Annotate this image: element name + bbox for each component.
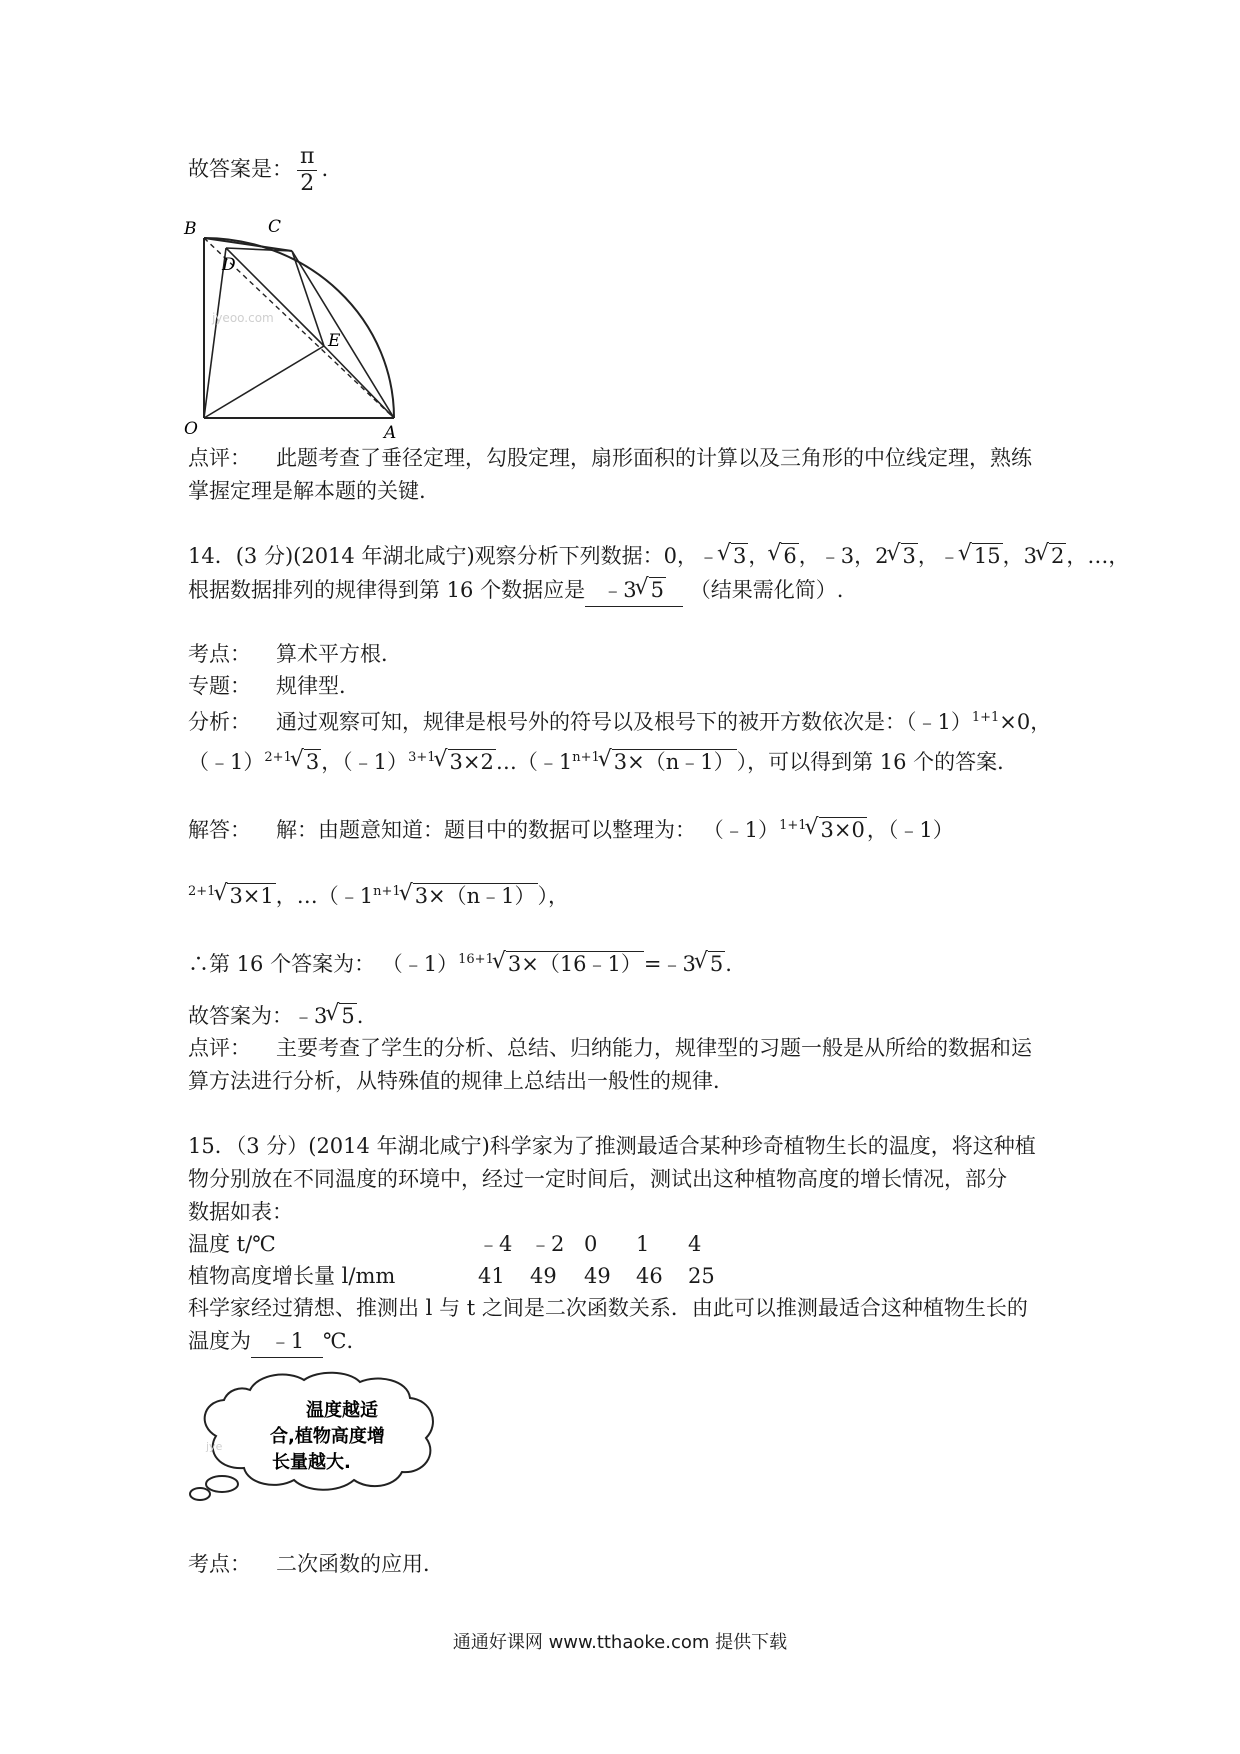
label-B: B — [184, 219, 197, 239]
question-15-stem: 15．（3 分）(2014 年湖北咸宁)科学家为了推测最适合某种珍奇植物生长的温度，将这种植 — [188, 1134, 1036, 1158]
zhuanti-q14: 专题： 规律型． — [188, 674, 360, 698]
kaodian-q14: 考点： 算术平方根． — [188, 642, 402, 666]
answer-blank-q15: ﹣1 — [251, 1325, 323, 1358]
label-E: E — [328, 331, 341, 351]
cloud-text-2: 合,植物高度增 — [270, 1426, 385, 1447]
label-D: D — [222, 255, 236, 275]
label-O: O — [184, 419, 198, 439]
answer-prefix: 故答案是： — [188, 157, 293, 181]
comment-q13: 点评： 此题考查了垂径定理，勾股定理，扇形面积的计算以及三角形的中位线定理，熟练 — [188, 446, 1032, 470]
therefore-q14: ∴第 16 个答案为： （﹣1）$^{16+1}$√ 3×（16﹣1）=﹣3√ 5. — [188, 944, 732, 980]
cloud-text-1: 温度越适 — [306, 1400, 378, 1421]
thought-cloud — [188, 1370, 468, 1510]
segment-DE — [226, 248, 324, 346]
segment-OE — [204, 346, 324, 418]
svg-text:jye: jye — [206, 1440, 223, 1453]
chord-CA — [292, 251, 394, 418]
kaodian-q15: 考点： 二次函数的应用． — [188, 1552, 444, 1576]
fenxi-q14: 分析： 通过观察可知，规律是根号外的符号以及根号下的被开方数依次是：（﹣1）$^{1+1}$×0， — [188, 710, 1052, 734]
footer-source: 通通好课网 www.tthaoke.com 提供下载 — [452, 1632, 788, 1653]
answer-line-q13: 故答案是： $\frac{\pi}{2}$ . — [188, 144, 329, 196]
label-A: A — [384, 423, 397, 440]
table-row-temperature: 温度 t/℃ — [188, 1232, 276, 1256]
jieda-q14: 解答： 解：由题意知道：题目中的数据可以整理为： （﹣1）$^{1+1}$√ 3×0，（﹣1） — [188, 810, 954, 846]
pi-over-2-fraction: $\frac{\pi}{2}$ — [297, 146, 317, 195]
final-answer-q14: 故答案为：﹣3√ 5. — [188, 1000, 363, 1032]
cloud-text-3: 长量越大. — [272, 1452, 351, 1473]
label-C: C — [268, 218, 282, 237]
table-row-growth: 植物高度增长量 l/mm — [188, 1264, 396, 1288]
question-14-stem: 14．(3 分)(2014 年湖北咸宁)观察分析下列数据：0，﹣√ 3，√ 6，﹣3，2√ 3，﹣√ 15，3√ 2，…， — [188, 540, 1129, 572]
answer-blank-q14: ﹣3√ 5 — [585, 574, 683, 607]
dianping-q14: 点评： 主要考查了学生的分析、总结、归纳能力，规律型的习题一般是从所给的数据和运 — [188, 1036, 1032, 1060]
geometry-figure-sector — [182, 218, 412, 440]
watermark: jyeoo.com — [212, 311, 274, 325]
